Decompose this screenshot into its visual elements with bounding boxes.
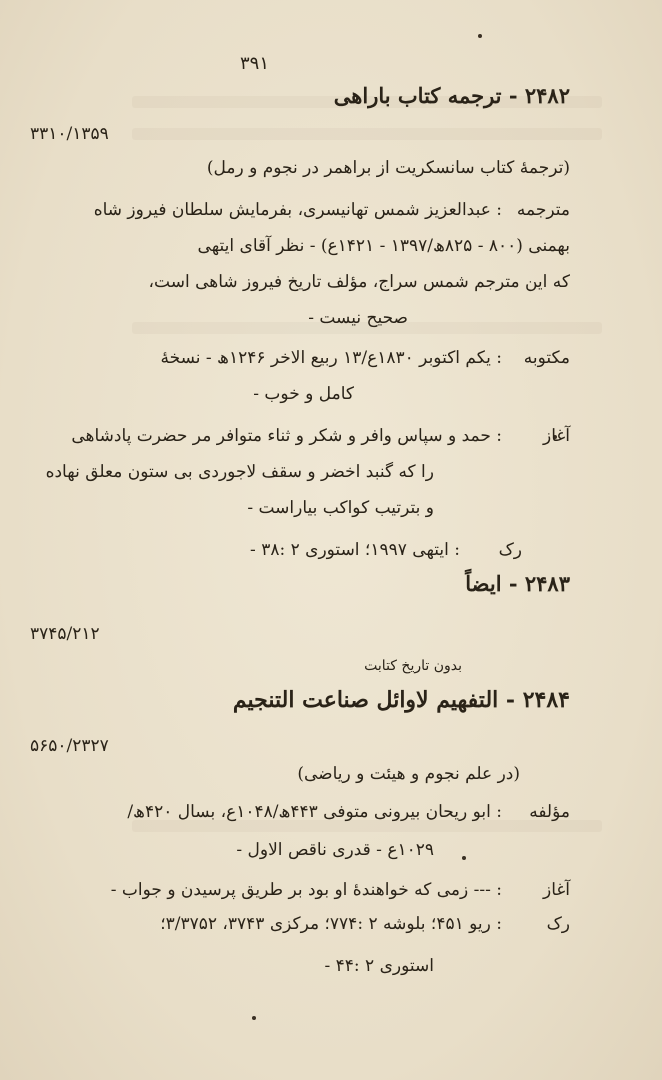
field-label-reference: رک	[546, 914, 570, 934]
copied-line: کامل و خوب -	[253, 384, 354, 404]
entry-heading	[334, 84, 570, 108]
entry-number: ۲۴۸۴	[522, 687, 570, 713]
entry-description: (ترجمهٔ کتاب سانسکریت از براهمر در نجوم و رمل)	[206, 158, 570, 178]
incipit-line: : حمد و سپاس وافر و شکر و ثناء متوافر مر حضرت پادشاهی	[71, 426, 502, 446]
field-label-copied: مکتوبه	[523, 348, 570, 368]
entry-note: بدون تاریخ کتابت	[364, 658, 462, 674]
entry-heading	[233, 688, 570, 712]
entry-heading	[465, 572, 570, 596]
field-label-incipit: آغاز	[542, 880, 570, 900]
incipit-line: : --- زمی که خواهندهٔ او بود بر طریق پرسیدن و جواب -	[110, 880, 502, 900]
incipit-line: را که گنبد اخضر و سقف لاجوردی بی ستون معلق نهاده	[45, 462, 434, 482]
field-label-incipit: آغاز	[542, 426, 570, 446]
translator-line: : عبدالعزیز شمس تهانیسری، بفرمایش سلطان فیروز شاه	[93, 200, 502, 220]
translator-line: صحیح نیست -	[308, 308, 408, 328]
reference-line: استوری ۲ :۴۴ -	[324, 956, 434, 976]
page-number: ۳۹۱	[240, 53, 270, 74]
field-label-translator: مترجمه	[516, 200, 570, 220]
bleed-through	[132, 128, 602, 140]
field-label-author: مؤلفه	[529, 802, 570, 822]
reference-line: : ریو ۴۵۱؛ بلوشه ۲ :۷۷۴؛ مرکزی ۳۷۴۳، ۳/۳۷۵۲؛	[160, 914, 502, 934]
ink-speck	[462, 856, 466, 860]
entry-number: ۲۴۸۳	[524, 571, 570, 596]
incipit-line: و بترتیب کواکب بیاراست -	[247, 498, 434, 518]
ink-speck	[252, 1016, 256, 1020]
ink-speck	[478, 34, 482, 38]
entry-title: - ایضاً	[465, 571, 518, 596]
field-label-reference: رک	[498, 540, 522, 560]
entry-title: - التفهیم لاوائل صناعت التنجیم	[232, 687, 516, 713]
author-line: ۱۰۲۹ع - قدری ناقص الاول -	[236, 840, 434, 860]
entry-number: ۲۴۸۲	[524, 83, 570, 108]
shelf-mark: ۵۶۵۰/۲۳۲۷	[30, 736, 109, 756]
reference-line: : ایتهی ۱۹۹۷؛ استوری ۲ :۳۸ -	[250, 540, 460, 560]
translator-line: بهمنی (۸۰۰ - ۸۲۵ھ/۱۳۹۷ - ۱۴۲۱ع) - نظر آقای ایتهی	[197, 236, 570, 256]
shelf-mark: ۳۷۴۵/۲۱۲	[30, 624, 100, 644]
entry-title: - ترجمه کتاب باراهی	[333, 83, 518, 108]
shelf-mark: ۳۳۱۰/۱۳۵۹	[30, 124, 109, 144]
author-line: : ابو ریحان بیرونی متوفی ۴۴۳ھ/۱۰۴۸ع، بسال ۴۲۰ھ/	[127, 802, 502, 822]
entry-description: (در علم نجوم و هیئت و ریاضی)	[297, 764, 520, 784]
copied-line: : یکم اکتوبر ۱۸۳۰ع/۱۳ ربیع الاخر ۱۲۴۶ھ - نسخهٔ	[160, 348, 502, 368]
translator-line: که این مترجم شمس سراج، مؤلف تاریخ فیروز شاهی است،	[148, 272, 570, 292]
